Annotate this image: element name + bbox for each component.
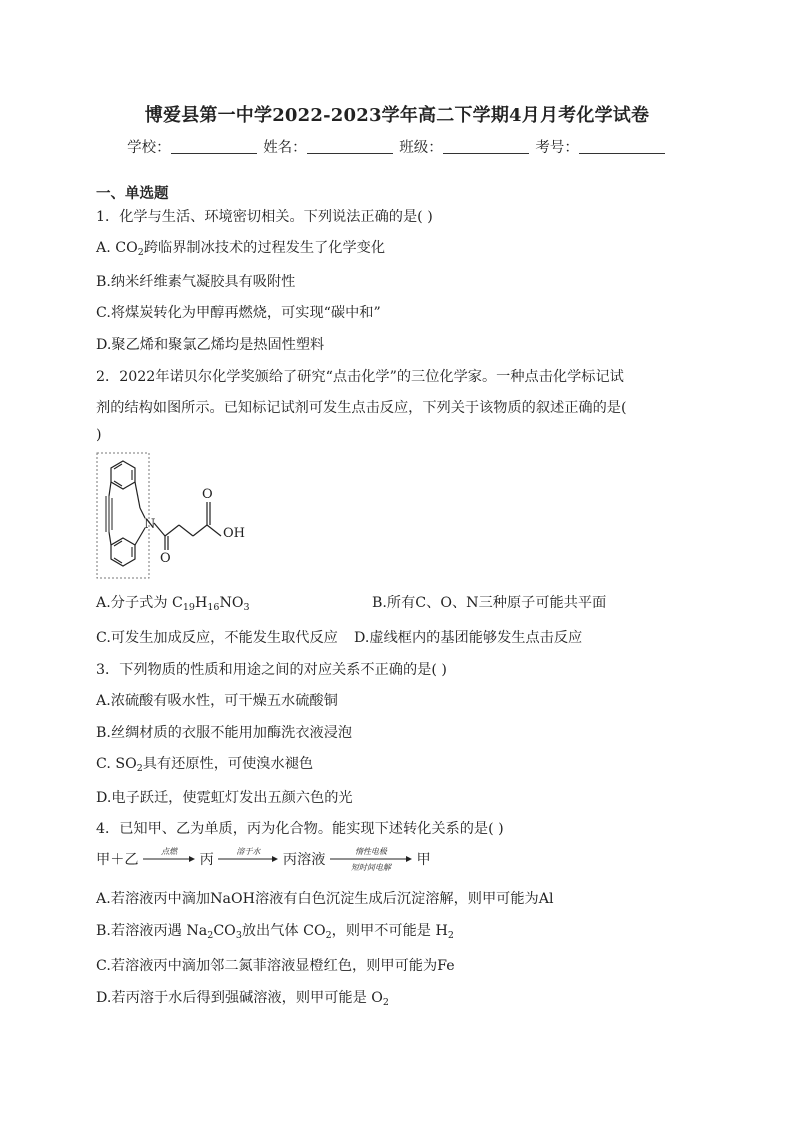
arrow-ignite-line [143, 856, 195, 862]
arrow-electrolysis-top-label: 惰性电极 [354, 847, 387, 856]
arrow-ignite-label: 点燃 [161, 847, 178, 856]
q4-b-text3: ，则甲不可能是 H [331, 923, 448, 939]
carbonyl-oxygen-label: O [202, 487, 213, 502]
nitrogen-atom-label: N [144, 517, 156, 532]
q1-option-a [96, 237, 385, 257]
top-benzene-ring [111, 461, 135, 489]
arrow-dissolve-line [218, 856, 278, 862]
bottom-benzene-ring [111, 538, 135, 566]
q4-d-sub: 2 [382, 997, 389, 1008]
arrow-electrolysis-bottom-label: 短时间电解 [350, 863, 391, 872]
q3-option-d: D.电子跃迁，使霓虹灯发出五颜六色的光 [96, 790, 353, 806]
q2-stem-line3: ) [96, 427, 102, 443]
q1-a-sub: 2 [137, 247, 144, 258]
q4-d-text: D.若丙溶于水后得到强碱溶液，则甲可能是 O [96, 990, 383, 1006]
q2-a-text: A.分子式为 C [96, 595, 183, 611]
q4-b-text2: 放出气体 CO [241, 923, 326, 939]
q4-b-sub2: 3 [235, 930, 242, 941]
q4-option-a: A.若溶液丙中滴加NaOH溶液有白色沉淀生成后沉淀溶解，则甲可能为Al [96, 891, 554, 907]
class-label: 班级： [399, 140, 443, 156]
school-label: 学校： [127, 140, 171, 156]
section-title: 一、单选题 [96, 185, 169, 202]
q2-a-sub1: 19 [182, 602, 195, 613]
reaction-mid1: 丙 [199, 852, 214, 868]
molecule-structure-diagram [96, 452, 290, 580]
q2-a-no: NO [219, 595, 244, 611]
q4-option-c: C.若溶液丙中滴加邻二氮菲溶液显橙红色，则甲可能为Fe [96, 958, 455, 974]
q1-a-text2: 跨临界制冰技术的过程发生了化学变化 [143, 240, 386, 256]
school-blank[interactable] [171, 139, 257, 154]
reaction-end: 甲 [416, 852, 431, 868]
q4-b-text: B.若溶液丙遇 Na [96, 923, 208, 939]
class-blank[interactable] [443, 139, 529, 154]
q2-option-d: D.虚线框内的基团能够发生点击反应 [354, 630, 583, 646]
q1-a-text: A. CO [96, 240, 138, 256]
amide-oxygen-label: O [160, 551, 171, 566]
q4-reaction-scheme [96, 849, 431, 871]
q2-stem-line1: 2．2022年诺贝尔化学奖颁给了研究“点击化学”的三位化学家。一种点击化学标记试 [96, 369, 624, 385]
exam-title: 博爱县第一中学2022-2023学年高二下学期4月月考化学试卷 [144, 105, 650, 126]
q3-c-sub: 2 [136, 763, 143, 774]
q3-option-a: A.浓硫酸有吸水性，可干燥五水硫酸铜 [96, 693, 338, 709]
q1-option-d: D.聚乙烯和聚氯乙烯均是热固性塑料 [96, 337, 325, 353]
q3-stem: 3．下列物质的性质和用途之间的对应关系不正确的是( ) [96, 662, 447, 678]
q1-option-c: C.将煤炭转化为甲醇再燃烧，可实现“碳中和” [96, 305, 381, 321]
exam-no-label: 考号： [535, 140, 579, 156]
q2-a-h: H [194, 595, 208, 611]
q4-option-d [96, 987, 389, 1007]
q3-c-text2: 具有还原性，可使溴水褪色 [142, 756, 314, 772]
hydroxyl-label: OH [223, 526, 245, 541]
q4-b-sub4: 2 [447, 930, 454, 941]
q1-option-b: B.纳米纤维素气凝胶具有吸附性 [96, 274, 296, 290]
q4-b-co: CO [213, 923, 236, 939]
q2-a-sub2: 16 [207, 602, 220, 613]
q3-option-c [96, 753, 313, 773]
q2-option-c: C.可发生加成反应，不能发生取代反应 [96, 630, 338, 646]
reaction-start: 甲＋乙 [96, 852, 139, 868]
name-label: 姓名： [263, 140, 307, 156]
q2-stem-line2: 剂的结构如图所示。已知标记试剂可发生点击反应，下列关于该物质的叙述正确的是( [96, 400, 627, 416]
q2-a-sub3: 3 [243, 602, 250, 613]
q2-option-a [96, 592, 250, 612]
student-info-row [0, 136, 794, 157]
arrow-ignite [143, 849, 195, 869]
q4-stem: 4．已知甲、乙为单质，丙为化合物。能实现下述转化关系的是( ) [96, 821, 504, 837]
reaction-mid2: 丙溶液 [282, 852, 326, 868]
q1-stem: 1．化学与生活、环境密切相关。下列说法正确的是( ) [96, 209, 433, 225]
q3-option-b: B.丝绸材质的衣服不能用加酶洗衣液浸泡 [96, 725, 353, 741]
q3-c-text: C. SO [96, 756, 137, 772]
q4-b-sub1: 2 [207, 930, 214, 941]
arrow-electrolysis [330, 847, 412, 872]
arrow-dissolve-label: 溶于水 [236, 847, 261, 856]
name-blank[interactable] [307, 139, 393, 154]
exam-no-blank[interactable] [579, 139, 665, 154]
dashed-frame [97, 453, 149, 578]
q2-option-b: B.所有C、O、N三种原子可能共平面 [372, 595, 607, 611]
q4-option-b [96, 920, 454, 940]
arrow-dissolve [218, 849, 278, 869]
q4-b-sub3: 2 [325, 930, 332, 941]
